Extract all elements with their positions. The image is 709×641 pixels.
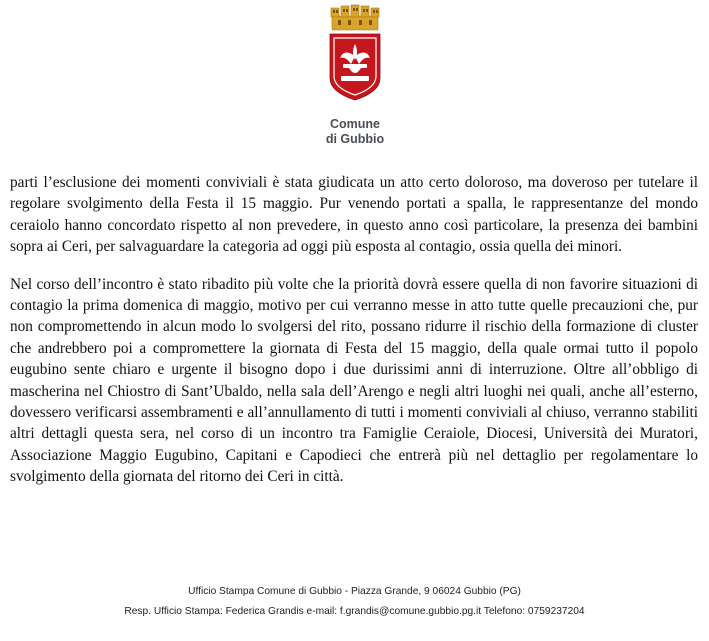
footer-contact: Resp. Ufficio Stampa: Federica Grandis e-mail: f.grandis@comune.gubbio.pg.it Telefono: 0759237204 bbox=[124, 606, 585, 617]
logo-line-2: di Gubbio bbox=[325, 132, 385, 146]
gubbio-coat-of-arms-icon bbox=[326, 4, 384, 114]
logo-line-1: Comune bbox=[330, 117, 380, 131]
municipality-name bbox=[300, 117, 410, 147]
footer bbox=[0, 582, 709, 622]
letterhead bbox=[0, 0, 709, 160]
paragraph: Nel corso dell’incontro è stato ribadito più volte che la priorità dovrà essere quella di non favorire situazioni di contagio la prima domenica di maggio, motivo per cui verranno messe in atto tutte quelle precauzioni che, pur non compromettendo in alcun modo lo svolgersi del rito, possano ridurre il rischio della formazione di cluster che andrebbero poi a compromettere la giornata di Festa del 15 maggio, della quale ormai tutto il popolo eugubino sente chiaro e urgente il bisogno dopo i due durissimi anni di interruzione. Oltre all’obbligo di mascherina nel Chiostro di Sant’Ubaldo, nella sala dell’Arengo e negli altri luoghi nei quali, anche all’esterno, dovessero verificarsi assembramenti e all’annullamento di tutti i momenti conviviali al chiuso, verranno stabiliti altri dettagli questa sera, nel corso di un incontro tra Famiglie Ceraiole, Diocesi, Università dei Muratori, Associazione Maggio Eugubino, Capitani e Capodieci che entrerà più nel dettaglio per regolamentare lo svolgimento della giornata del ritorno dei Ceri in città. bbox=[10, 275, 698, 486]
paragraph: parti l’esclusione dei momenti conviviali è stata giudicata un atto certo doloroso, ma doveroso per tutelare il regolare svolgimento della Festa il 15 maggio. Pur venendo portati a spalla, le rappresentanze del mondo ceraiolo hanno concordato rispetto al non prevedere, in questo anno così particolare, la presenza dei bambini sopra ai Ceri, per salvaguardare la categoria ad oggi più esposta al contagio, ossia quella dei minori. bbox=[10, 174, 698, 256]
footer-address: Ufficio Stampa Comune di Gubbio - Piazza Grande, 9 06024 Gubbio (PG) bbox=[188, 586, 521, 597]
press-release-body bbox=[10, 172, 698, 504]
